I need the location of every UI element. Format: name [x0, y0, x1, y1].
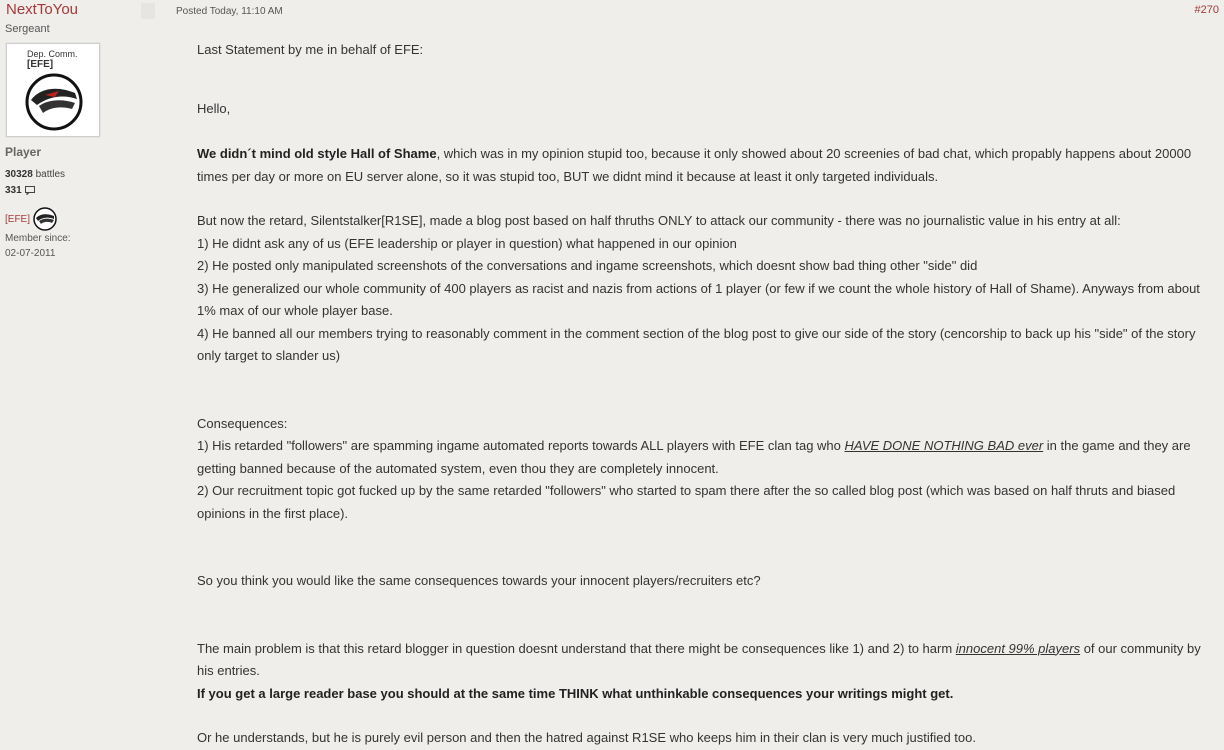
posts-count-value: 331 [5, 185, 22, 196]
post-paragraph: Hello, [197, 100, 231, 116]
post-list-item [197, 435, 1219, 480]
post-list-item: 2) He posted only manipulated screenshots of the conversations and ingame screenshots, which doesnt show bad thing other "side" did [197, 258, 978, 273]
avatar-caption-clan: [EFE] [27, 59, 54, 70]
post-number-link[interactable]: #270 [1194, 4, 1219, 16]
post-list-item: 1) He didnt ask any of us (EFE leadership or player in question) what happened in our opinion [197, 235, 737, 251]
post-paragraph [197, 683, 1219, 706]
paragraph-text: in the game and they are getting banned because of the automated system, even thou they are completely innocent. [197, 438, 1191, 476]
member-since-date: 02-07-2011 [5, 248, 56, 259]
post-paragraph: Last Statement by me in behalf of EFE: [197, 42, 424, 57]
paragraph-text: of our community by his entries. [197, 640, 1201, 678]
battles-label: battles [35, 169, 66, 180]
online-indicator [141, 3, 155, 19]
comment-icon [25, 186, 35, 195]
post-list-item: 3) He generalized our whole community of 400 players as racist and nazis from actions of 1 player (or few if we count the whole history of Hall of Shame). Anyways from about 1% max of our whole player base. [197, 280, 1200, 318]
battles-count [5, 169, 65, 180]
bold-text: If you get a large reader base you should at the same time THINK what unthinkable consequences your writings might get. [197, 685, 954, 701]
paragraph-text: 1) His retarded "followers" are spamming ingame automated reports towards ALL players with EFE clan tag who [197, 438, 845, 453]
posts-count [5, 185, 35, 196]
post-paragraph [197, 143, 1219, 188]
post-paragraph: Consequences: [197, 415, 288, 431]
avatar[interactable] [6, 43, 100, 137]
post-list-item: 4) He banned all our members trying to reasonably comment in the comment section of the blog post to give our side of the story (cencorship to back up his "side" of the story only target to slander us) [197, 325, 1196, 363]
member-since-label: Member since: [5, 233, 71, 244]
author-rank: Sergeant [5, 23, 50, 35]
post-paragraph: So you think you would like the same consequences towards your innocent players/recruiters etc? [197, 573, 761, 588]
author-username-link[interactable]: NextToYou [6, 1, 78, 18]
clan-tag-link[interactable]: [EFE] [5, 213, 31, 225]
post-paragraph [197, 638, 1219, 683]
author-role: Player [5, 145, 42, 159]
clan-emblem-icon [25, 73, 83, 131]
battles-count-value: 30328 [5, 169, 33, 180]
emphasis-text: HAVE DONE NOTHING BAD ever [844, 438, 1044, 453]
post-paragraph: But now the retard, Silentstalker[R1SE], made a blog post based on half thruths ONLY to attack our community - there was no journalistic value in his entry at all: [197, 213, 1121, 228]
paragraph-text: , which was in my opinion stupid too, because it only showed about 20 screenies of bad chat, which propably happens about 20000 times per day or more on EU server alone, so it was stupid too, BUT we didnt mind it because at least it only targeted individuals. [197, 146, 1192, 184]
post-paragraph: Or he understands, but he is purely evil person and then the hatred against R1SE who keeps him in their clan is very much justified too. [197, 730, 976, 745]
emphasis-text: innocent 99% players [955, 640, 1081, 656]
clan-logo-icon[interactable] [33, 207, 57, 231]
post-timestamp: Posted Today, 11:10 AM [176, 6, 283, 17]
paragraph-text: The main problem is that this retard blogger in question doesnt understand that there might be consequences like 1) and 2) to harm [197, 640, 956, 656]
bold-text: We didn´t mind old style Hall of Shame [197, 146, 437, 161]
clan-info[interactable] [5, 207, 57, 231]
author-sidebar [0, 0, 160, 747]
avatar-caption-title: Dep. Comm. [27, 49, 78, 59]
post-list-item: 2) Our recruitment topic got fucked up by the same retarded "followers" who started to spam there after the so called blog post (which was based on half thruts and biased opinions in the first place). [197, 483, 1176, 521]
post-body [197, 39, 1219, 750]
